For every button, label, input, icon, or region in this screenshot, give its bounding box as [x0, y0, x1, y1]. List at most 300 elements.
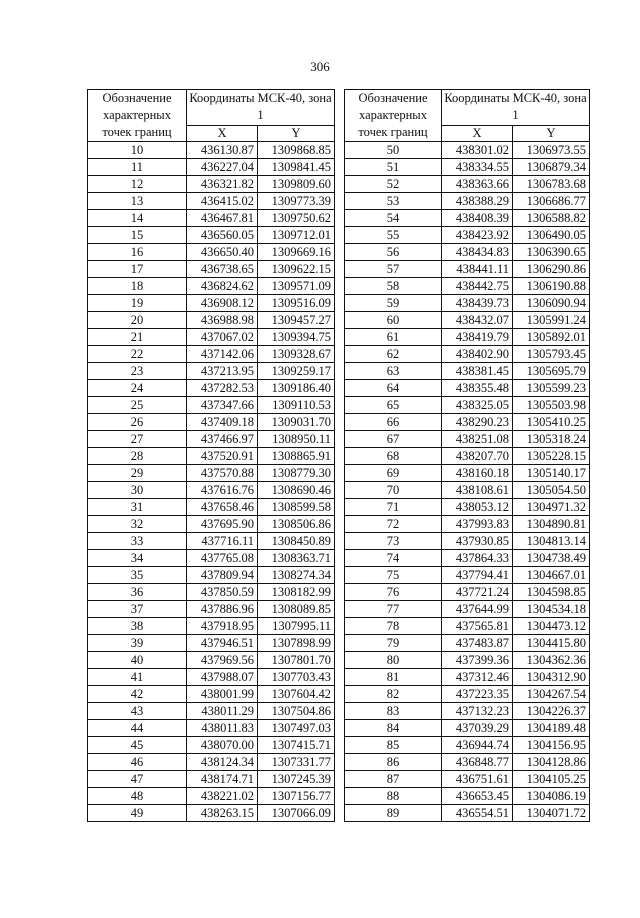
table-row — [88, 159, 335, 176]
y-coordinate-cell: 1307801.70 — [258, 652, 335, 669]
table-row — [88, 414, 335, 431]
point-number-cell: 48 — [88, 788, 187, 805]
y-coordinate-cell: 1306879.34 — [513, 159, 590, 176]
point-number-cell: 13 — [88, 193, 187, 210]
y-coordinate-cell: 1304890.81 — [513, 516, 590, 533]
table-body-left — [88, 142, 335, 822]
point-number-cell: 20 — [88, 312, 187, 329]
point-number-cell: 12 — [88, 176, 187, 193]
x-coordinate-cell: 437850.59 — [187, 584, 258, 601]
point-number-cell: 84 — [345, 720, 442, 737]
y-coordinate-cell: 1309712.01 — [258, 227, 335, 244]
point-number-cell: 11 — [88, 159, 187, 176]
x-coordinate-cell: 436560.05 — [187, 227, 258, 244]
x-coordinate-cell: 436944.74 — [442, 737, 513, 754]
x-coordinate-cell: 437969.56 — [187, 652, 258, 669]
point-number-cell: 82 — [345, 686, 442, 703]
x-coordinate-cell: 438419.79 — [442, 329, 513, 346]
x-coordinate-cell: 438434.83 — [442, 244, 513, 261]
table-row — [88, 805, 335, 822]
point-number-cell: 74 — [345, 550, 442, 567]
y-coordinate-cell: 1308363.71 — [258, 550, 335, 567]
x-coordinate-cell: 436908.12 — [187, 295, 258, 312]
table-row — [88, 380, 335, 397]
y-coordinate-cell: 1304189.48 — [513, 720, 590, 737]
table-row — [88, 363, 335, 380]
point-number-cell: 78 — [345, 618, 442, 635]
table-row — [88, 788, 335, 805]
point-number-cell: 15 — [88, 227, 187, 244]
x-coordinate-cell: 437312.46 — [442, 669, 513, 686]
point-number-cell: 22 — [88, 346, 187, 363]
table-row — [345, 159, 590, 176]
y-coordinate-cell: 1304667.01 — [513, 567, 590, 584]
table-row — [345, 601, 590, 618]
point-number-cell: 83 — [345, 703, 442, 720]
point-number-cell: 46 — [88, 754, 187, 771]
x-coordinate-cell: 436738.65 — [187, 261, 258, 278]
point-number-cell: 85 — [345, 737, 442, 754]
point-number-cell: 26 — [88, 414, 187, 431]
point-number-cell: 44 — [88, 720, 187, 737]
x-coordinate-cell: 437570.88 — [187, 465, 258, 482]
point-number-cell: 62 — [345, 346, 442, 363]
table-row — [345, 618, 590, 635]
y-coordinate-cell: 1309457.27 — [258, 312, 335, 329]
y-coordinate-cell: 1306290.86 — [513, 261, 590, 278]
x-coordinate-cell: 437864.33 — [442, 550, 513, 567]
point-number-cell: 28 — [88, 448, 187, 465]
y-coordinate-cell: 1309809.60 — [258, 176, 335, 193]
y-coordinate-cell: 1307066.09 — [258, 805, 335, 822]
y-coordinate-cell: 1306090.94 — [513, 295, 590, 312]
x-coordinate-cell: 437223.35 — [442, 686, 513, 703]
point-number-cell: 42 — [88, 686, 187, 703]
table-row — [345, 380, 590, 397]
x-coordinate-cell: 438108.61 — [442, 482, 513, 499]
x-coordinate-cell: 438011.83 — [187, 720, 258, 737]
x-coordinate-cell: 437520.91 — [187, 448, 258, 465]
y-coordinate-cell: 1304156.95 — [513, 737, 590, 754]
table-row — [345, 686, 590, 703]
x-coordinate-cell: 436321.82 — [187, 176, 258, 193]
point-number-cell: 60 — [345, 312, 442, 329]
point-number-cell: 37 — [88, 601, 187, 618]
y-coordinate-cell: 1304105.25 — [513, 771, 590, 788]
header-y: Y — [513, 125, 590, 141]
table-row — [345, 584, 590, 601]
y-coordinate-cell: 1309669.16 — [258, 244, 335, 261]
x-coordinate-cell: 437886.96 — [187, 601, 258, 618]
y-coordinate-cell: 1308599.58 — [258, 499, 335, 516]
x-coordinate-cell: 436751.61 — [442, 771, 513, 788]
header-y: Y — [258, 125, 335, 141]
point-number-cell: 87 — [345, 771, 442, 788]
x-coordinate-cell: 436415.02 — [187, 193, 258, 210]
point-number-cell: 56 — [345, 244, 442, 261]
table-row — [88, 584, 335, 601]
y-coordinate-cell: 1304071.72 — [513, 805, 590, 822]
x-coordinate-cell: 438207.70 — [442, 448, 513, 465]
point-number-cell: 77 — [345, 601, 442, 618]
point-number-cell: 45 — [88, 737, 187, 754]
point-number-cell: 35 — [88, 567, 187, 584]
y-coordinate-cell: 1305503.98 — [513, 397, 590, 414]
y-coordinate-cell: 1309394.75 — [258, 329, 335, 346]
y-coordinate-cell: 1304473.12 — [513, 618, 590, 635]
table-row — [345, 516, 590, 533]
table-row — [88, 652, 335, 669]
table-row — [88, 533, 335, 550]
y-coordinate-cell: 1308450.89 — [258, 533, 335, 550]
x-coordinate-cell: 438001.99 — [187, 686, 258, 703]
table-row — [345, 465, 590, 482]
y-coordinate-cell: 1304086.19 — [513, 788, 590, 805]
table-row — [88, 448, 335, 465]
table-row — [88, 244, 335, 261]
x-coordinate-cell: 437616.76 — [187, 482, 258, 499]
point-number-cell: 88 — [345, 788, 442, 805]
y-coordinate-cell: 1305892.01 — [513, 329, 590, 346]
x-coordinate-cell: 438221.02 — [187, 788, 258, 805]
table-row — [88, 499, 335, 516]
x-coordinate-cell: 437809.94 — [187, 567, 258, 584]
x-coordinate-cell: 437409.18 — [187, 414, 258, 431]
table-row — [88, 142, 335, 159]
x-coordinate-cell: 438441.11 — [442, 261, 513, 278]
table-row — [88, 210, 335, 227]
x-coordinate-cell: 437721.24 — [442, 584, 513, 601]
y-coordinate-cell: 1305793.45 — [513, 346, 590, 363]
x-coordinate-cell: 437483.87 — [442, 635, 513, 652]
table-row — [345, 397, 590, 414]
x-coordinate-cell: 438160.18 — [442, 465, 513, 482]
table-row — [345, 414, 590, 431]
point-number-cell: 66 — [345, 414, 442, 431]
point-number-cell: 75 — [345, 567, 442, 584]
x-coordinate-cell: 438290.23 — [442, 414, 513, 431]
point-number-cell: 24 — [88, 380, 187, 397]
table-row — [88, 703, 335, 720]
table-row — [88, 567, 335, 584]
x-coordinate-cell: 438011.29 — [187, 703, 258, 720]
y-coordinate-cell: 1309110.53 — [258, 397, 335, 414]
point-number-cell: 39 — [88, 635, 187, 652]
y-coordinate-cell: 1309750.62 — [258, 210, 335, 227]
x-coordinate-cell: 438432.07 — [442, 312, 513, 329]
point-number-cell: 27 — [88, 431, 187, 448]
y-coordinate-cell: 1307604.42 — [258, 686, 335, 703]
table-row — [88, 686, 335, 703]
x-coordinate-cell: 437794.41 — [442, 567, 513, 584]
coordinates-table-left — [87, 89, 335, 822]
point-number-cell: 31 — [88, 499, 187, 516]
x-coordinate-cell: 438251.08 — [442, 431, 513, 448]
y-coordinate-cell: 1307245.39 — [258, 771, 335, 788]
y-coordinate-cell: 1309841.45 — [258, 159, 335, 176]
y-coordinate-cell: 1309868.85 — [258, 142, 335, 159]
y-coordinate-cell: 1309571.09 — [258, 278, 335, 295]
coordinates-table-right — [344, 89, 590, 822]
x-coordinate-cell: 437466.97 — [187, 431, 258, 448]
y-coordinate-cell: 1309259.17 — [258, 363, 335, 380]
table-row — [345, 312, 590, 329]
table-row — [345, 210, 590, 227]
x-coordinate-cell: 438363.66 — [442, 176, 513, 193]
x-coordinate-cell: 438263.15 — [187, 805, 258, 822]
x-coordinate-cell: 436467.81 — [187, 210, 258, 227]
x-coordinate-cell: 437946.51 — [187, 635, 258, 652]
y-coordinate-cell: 1308274.34 — [258, 567, 335, 584]
table-row — [88, 312, 335, 329]
y-coordinate-cell: 1305318.24 — [513, 431, 590, 448]
x-coordinate-cell: 438381.45 — [442, 363, 513, 380]
point-number-cell: 81 — [345, 669, 442, 686]
x-coordinate-cell: 438124.34 — [187, 754, 258, 771]
point-number-cell: 50 — [345, 142, 442, 159]
y-coordinate-cell: 1305054.50 — [513, 482, 590, 499]
x-coordinate-cell: 436227.04 — [187, 159, 258, 176]
table-row — [88, 227, 335, 244]
x-coordinate-cell: 436650.40 — [187, 244, 258, 261]
header-x: X — [187, 125, 258, 141]
y-coordinate-cell: 1305991.24 — [513, 312, 590, 329]
table-row — [345, 363, 590, 380]
y-coordinate-cell: 1307156.77 — [258, 788, 335, 805]
point-number-cell: 64 — [345, 380, 442, 397]
point-number-cell: 34 — [88, 550, 187, 567]
y-coordinate-cell: 1309516.09 — [258, 295, 335, 312]
table-row — [88, 431, 335, 448]
table-row — [345, 482, 590, 499]
x-coordinate-cell: 437716.11 — [187, 533, 258, 550]
table-row — [345, 227, 590, 244]
y-coordinate-cell: 1308865.91 — [258, 448, 335, 465]
y-coordinate-cell: 1304738.49 — [513, 550, 590, 567]
x-coordinate-cell: 437565.81 — [442, 618, 513, 635]
y-coordinate-cell: 1304362.36 — [513, 652, 590, 669]
point-number-cell: 89 — [345, 805, 442, 822]
table-row — [345, 550, 590, 567]
header-x: X — [442, 125, 513, 141]
y-coordinate-cell: 1304312.90 — [513, 669, 590, 686]
table-row — [345, 329, 590, 346]
point-number-cell: 33 — [88, 533, 187, 550]
table-row — [345, 346, 590, 363]
y-coordinate-cell: 1306390.65 — [513, 244, 590, 261]
point-number-cell: 25 — [88, 397, 187, 414]
x-coordinate-cell: 437347.66 — [187, 397, 258, 414]
table-row — [345, 805, 590, 822]
table-row — [345, 669, 590, 686]
y-coordinate-cell: 1308089.85 — [258, 601, 335, 618]
table-row — [345, 142, 590, 159]
table-row — [345, 176, 590, 193]
point-number-cell: 36 — [88, 584, 187, 601]
y-coordinate-cell: 1307504.86 — [258, 703, 335, 720]
point-number-cell: 41 — [88, 669, 187, 686]
x-coordinate-cell: 438174.71 — [187, 771, 258, 788]
table-row — [88, 601, 335, 618]
point-number-cell: 30 — [88, 482, 187, 499]
point-number-cell: 80 — [345, 652, 442, 669]
y-coordinate-cell: 1308950.11 — [258, 431, 335, 448]
x-coordinate-cell: 437930.85 — [442, 533, 513, 550]
point-number-cell: 47 — [88, 771, 187, 788]
y-coordinate-cell: 1306783.68 — [513, 176, 590, 193]
y-coordinate-cell: 1304598.85 — [513, 584, 590, 601]
x-coordinate-cell: 436848.77 — [442, 754, 513, 771]
table-row — [345, 635, 590, 652]
table-row — [345, 703, 590, 720]
x-coordinate-cell: 437765.08 — [187, 550, 258, 567]
x-coordinate-cell: 437142.06 — [187, 346, 258, 363]
table-row — [88, 720, 335, 737]
point-number-cell: 19 — [88, 295, 187, 312]
x-coordinate-cell: 436653.45 — [442, 788, 513, 805]
table-row — [88, 397, 335, 414]
point-number-cell: 69 — [345, 465, 442, 482]
y-coordinate-cell: 1306588.82 — [513, 210, 590, 227]
point-number-cell: 86 — [345, 754, 442, 771]
point-number-cell: 58 — [345, 278, 442, 295]
point-number-cell: 71 — [345, 499, 442, 516]
x-coordinate-cell: 436130.87 — [187, 142, 258, 159]
point-number-cell: 61 — [345, 329, 442, 346]
table-body-right — [345, 142, 590, 822]
table-row — [88, 295, 335, 312]
point-number-cell: 59 — [345, 295, 442, 312]
header-coords-title: Координаты МСК-40, зона 1 — [187, 90, 335, 126]
point-number-cell: 67 — [345, 431, 442, 448]
point-number-cell: 63 — [345, 363, 442, 380]
x-coordinate-cell: 437213.95 — [187, 363, 258, 380]
y-coordinate-cell: 1307415.71 — [258, 737, 335, 754]
point-number-cell: 10 — [88, 142, 187, 159]
y-coordinate-cell: 1308182.99 — [258, 584, 335, 601]
y-coordinate-cell: 1305410.25 — [513, 414, 590, 431]
table-row — [345, 499, 590, 516]
y-coordinate-cell: 1305695.79 — [513, 363, 590, 380]
x-coordinate-cell: 437988.07 — [187, 669, 258, 686]
x-coordinate-cell: 437282.53 — [187, 380, 258, 397]
x-coordinate-cell: 438053.12 — [442, 499, 513, 516]
x-coordinate-cell: 436554.51 — [442, 805, 513, 822]
x-coordinate-cell: 438301.02 — [442, 142, 513, 159]
x-coordinate-cell: 437918.95 — [187, 618, 258, 635]
table-row — [88, 771, 335, 788]
x-coordinate-cell: 438408.39 — [442, 210, 513, 227]
point-number-cell: 52 — [345, 176, 442, 193]
y-coordinate-cell: 1307497.03 — [258, 720, 335, 737]
x-coordinate-cell: 437399.36 — [442, 652, 513, 669]
x-coordinate-cell: 438388.29 — [442, 193, 513, 210]
point-number-cell: 43 — [88, 703, 187, 720]
table-row — [88, 550, 335, 567]
point-number-cell: 51 — [345, 159, 442, 176]
table-row — [345, 771, 590, 788]
point-number-cell: 17 — [88, 261, 187, 278]
y-coordinate-cell: 1307995.11 — [258, 618, 335, 635]
table-row — [88, 193, 335, 210]
point-number-cell: 70 — [345, 482, 442, 499]
y-coordinate-cell: 1304226.37 — [513, 703, 590, 720]
y-coordinate-cell: 1308690.46 — [258, 482, 335, 499]
y-coordinate-cell: 1309031.70 — [258, 414, 335, 431]
y-coordinate-cell: 1305140.17 — [513, 465, 590, 482]
table-row — [88, 516, 335, 533]
table-row — [88, 261, 335, 278]
table-row — [345, 278, 590, 295]
x-coordinate-cell: 437644.99 — [442, 601, 513, 618]
y-coordinate-cell: 1304971.32 — [513, 499, 590, 516]
point-number-cell: 49 — [88, 805, 187, 822]
table-row — [345, 193, 590, 210]
y-coordinate-cell: 1306190.88 — [513, 278, 590, 295]
y-coordinate-cell: 1309186.40 — [258, 380, 335, 397]
point-number-cell: 53 — [345, 193, 442, 210]
x-coordinate-cell: 436824.62 — [187, 278, 258, 295]
y-coordinate-cell: 1307331.77 — [258, 754, 335, 771]
point-number-cell: 72 — [345, 516, 442, 533]
y-coordinate-cell: 1308779.30 — [258, 465, 335, 482]
y-coordinate-cell: 1309622.15 — [258, 261, 335, 278]
x-coordinate-cell: 438423.92 — [442, 227, 513, 244]
table-row — [345, 295, 590, 312]
y-coordinate-cell: 1305599.23 — [513, 380, 590, 397]
table-row — [345, 431, 590, 448]
point-number-cell: 32 — [88, 516, 187, 533]
table-row — [345, 448, 590, 465]
y-coordinate-cell: 1304415.80 — [513, 635, 590, 652]
point-number-cell: 65 — [345, 397, 442, 414]
table-row — [345, 244, 590, 261]
table-row — [88, 737, 335, 754]
x-coordinate-cell: 436988.98 — [187, 312, 258, 329]
table-row — [88, 329, 335, 346]
table-row — [88, 618, 335, 635]
table-row — [345, 737, 590, 754]
table-row — [88, 176, 335, 193]
x-coordinate-cell: 437993.83 — [442, 516, 513, 533]
x-coordinate-cell: 437658.46 — [187, 499, 258, 516]
x-coordinate-cell: 438070.00 — [187, 737, 258, 754]
table-row — [345, 652, 590, 669]
y-coordinate-cell: 1305228.15 — [513, 448, 590, 465]
x-coordinate-cell: 438325.05 — [442, 397, 513, 414]
table-row — [88, 754, 335, 771]
x-coordinate-cell: 438442.75 — [442, 278, 513, 295]
table-row — [88, 635, 335, 652]
table-row — [88, 346, 335, 363]
y-coordinate-cell: 1304267.54 — [513, 686, 590, 703]
y-coordinate-cell: 1306686.77 — [513, 193, 590, 210]
header-coords-title: Координаты МСК-40, зона 1 — [442, 90, 590, 126]
y-coordinate-cell: 1307898.99 — [258, 635, 335, 652]
point-number-cell: 68 — [345, 448, 442, 465]
x-coordinate-cell: 437039.29 — [442, 720, 513, 737]
point-number-cell: 18 — [88, 278, 187, 295]
point-number-cell: 76 — [345, 584, 442, 601]
y-coordinate-cell: 1304534.18 — [513, 601, 590, 618]
table-row — [88, 465, 335, 482]
x-coordinate-cell: 438439.73 — [442, 295, 513, 312]
table-row — [345, 533, 590, 550]
header-point-name: Обозначение характерных точек границ — [345, 90, 442, 142]
y-coordinate-cell: 1309773.39 — [258, 193, 335, 210]
point-number-cell: 38 — [88, 618, 187, 635]
point-number-cell: 23 — [88, 363, 187, 380]
